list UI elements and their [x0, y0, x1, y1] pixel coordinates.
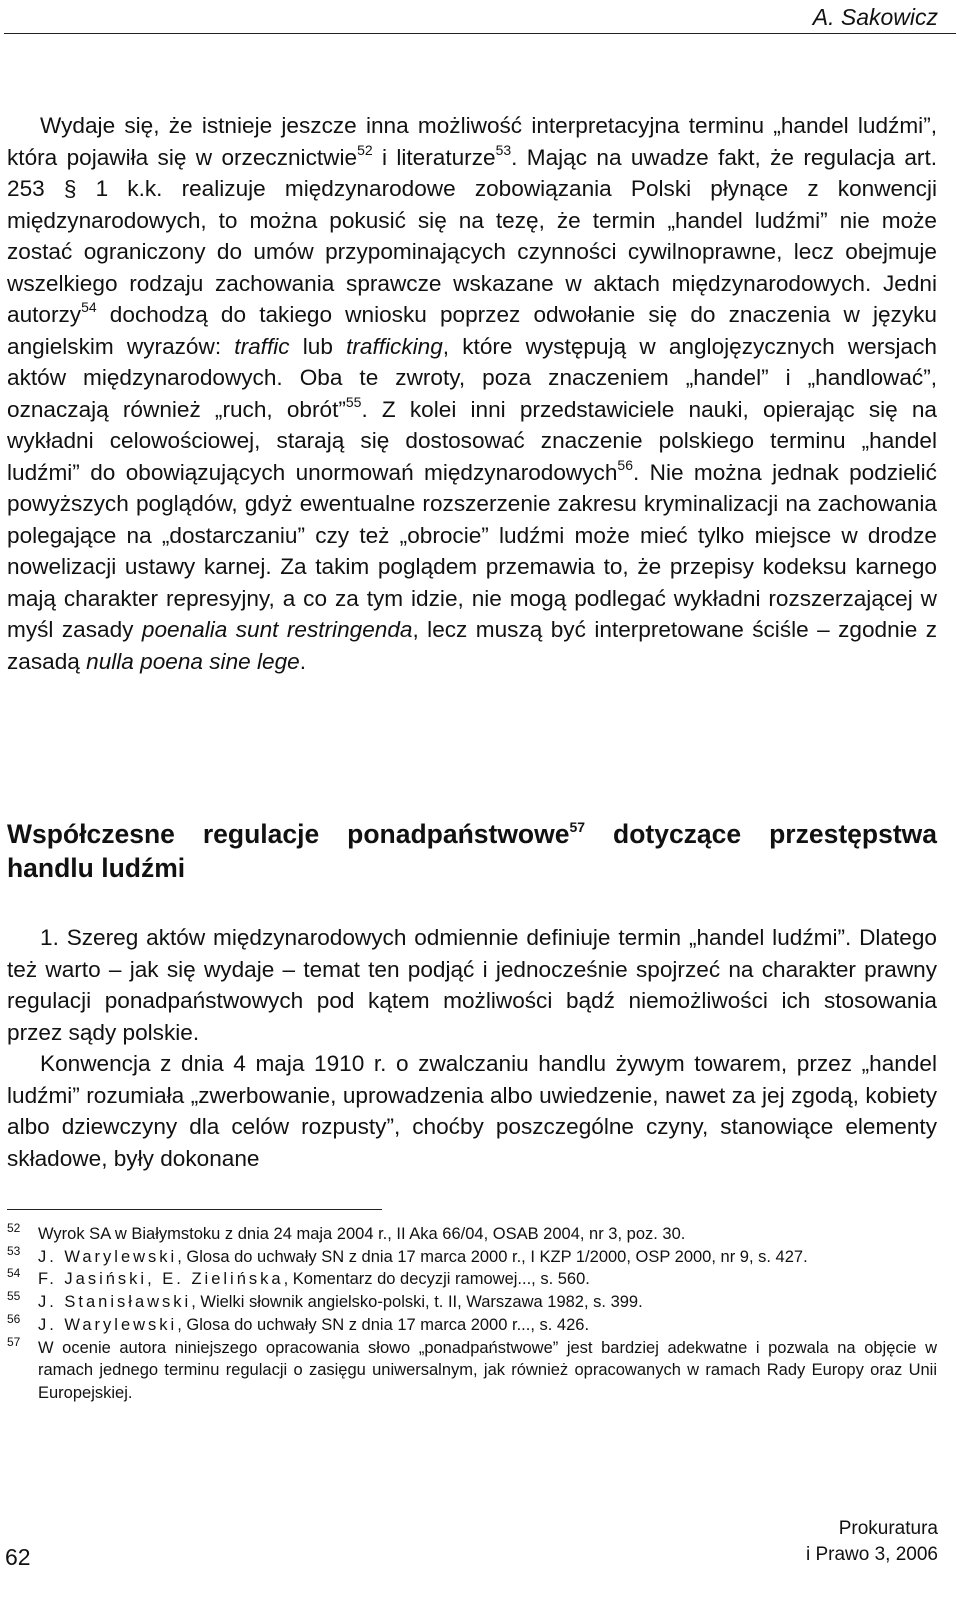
paragraph-convention-1910: Konwencja z dnia 4 maja 1910 r. o zwalczaniu handlu żywym towarem, przez „handel ludźmi” rozumiała „zwerbowanie, uprowadzenia albo uwiedzenie, nawet za jej zgodą, kobiety albo dziewczyny dla celów rozpusty”, choćby poszczególne czyny, stanowiące elementy składowe, były dokonane	[7, 1051, 937, 1171]
header-divider	[4, 33, 956, 34]
footnotes-list	[7, 1223, 937, 1405]
journal-issue: i Prawo 3, 2006	[805, 1544, 938, 1565]
footnote-divider	[7, 1209, 382, 1210]
main-paragraph-block	[7, 110, 937, 677]
footnote-53: 53 J. Warylewski, Glosa do uchwały SN z dnia 17 marca 2000 r., I KZP 1/2000, OSP 2000, nr 9, s. 427.	[7, 1246, 937, 1269]
paragraph-acts-definitions: 1. Szereg aktów międzynarodowych odmiennie definiuje termin „handel ludźmi”. Dlatego też warto – jak się wydaje – temat ten podjąć i jednocześnie spojrzeć na charakter prawny regulacji ponadpaństwowych pod kątem możliwości bądź niemożliwości ich stosowania przez sądy polskie.	[7, 925, 937, 1045]
footnote-56: 56 J. Warylewski, Glosa do uchwały SN z dnia 17 marca 2000 r..., s. 426.	[7, 1314, 937, 1337]
footnote-ref-54: 54	[81, 299, 97, 316]
footnote-number: 52	[7, 1221, 21, 1235]
running-header-author: A. Sakowicz	[812, 4, 938, 30]
footnote-number: 56	[7, 1311, 21, 1326]
journal-title: Prokuratura	[838, 1518, 938, 1539]
footnote-52: 52 Wyrok SA w Białymstoku z dnia 24 maja 2004 r., II Aka 66/04, OSAB 2004, nr 3, poz. 30.	[7, 1223, 937, 1246]
footnote-number: 53	[7, 1243, 21, 1258]
footnote-number: 54	[7, 1266, 21, 1281]
footnote-number: 57	[7, 1334, 21, 1349]
footnote-57: 57 W ocenie autora niniejszego opracowania słowo „ponadpaństwowe” jest bardziej adekwatne i pozwala na objęcie w ramach jednego terminu regulacji o zasięgu uniwersalnym, jak również opracowanych w ramach Rady Europy oraz Unii Europejskiej.	[7, 1337, 937, 1405]
footnote-number: 55	[7, 1289, 21, 1304]
footnote-55: 55 J. Stanisławski, Wielki słownik angielsko-polski, t. II, Warszawa 1982, s. 399.	[7, 1291, 937, 1314]
footnote-ref-52: 52	[357, 141, 373, 158]
section-body	[7, 922, 937, 1174]
footnote-ref-55: 55	[345, 393, 362, 410]
paragraph-interpretation: Wydaje się, że istnieje jeszcze inna możliwość interpretacyjna terminu „handel ludźmi”, która pojawiła się w orzecznictwie$^{52}$ i literaturze$^{53}$. Mając na uwadze fakt, że regulacja art. 253 § 1 k.k. realizuje międzynarodowe zobowiązania Polski płynące z konwencji międzynarodowych, to można pokusić się na tezę, że termin „handel ludźmi” nie może zostać ograniczony do umów przypominających czynności cywilnoprawne, lecz obejmuje wszelkiego rodzaju zachowania sprawcze wskazane w aktach międzynarodowych. Jedni autorzy$^{54}$ dochodzą do takiego wniosku poprzez odwołanie się do znaczenia w języku angielskim wyrazów: traffic lub trafficking, które występują w anglojęzycznych wersjach aktów międzynarodowych. Oba te zwroty, poza znaczeniem „handel” i „handlować”, oznaczają również „ruch, obrót”$^{55}$. Z kolei inni przedstawiciele nauki, opierając się na wykładni celowościowej, starają się dostosować znaczenie polskiego terminu „handel ludźmi” do obowiązujących unormowań międzynarodowych$^{56}$. Nie można jednak podzielić powyższych poglądów, gdyż ewentualne rozszerzenie zakresu kryminalizacji na zachowania polegające na „dostarczaniu” czy też „obrocie” ludźmi może mieć tylko miejsce w drodze nowelizacji ustawy karnej. Za takim poglądem przemawia to, że przepisy kodeksu karnego mają charakter represyjny, a co za tym idzie, nie mogą podlegać wykładni rozszerzającej w myśl zasady poenalia sunt restringenda, lecz muszą być interpretowane ściśle – zgodnie z zasadą nulla poena sine lege.	[7, 113, 938, 674]
footnote-ref-57: 57	[569, 819, 586, 836]
footnote-54: 54 F. Jasiński, E. Zielińska, Komentarz do decyzji ramowej..., s. 560.	[7, 1268, 937, 1291]
page-number: 62	[5, 1544, 31, 1570]
footnote-ref-56: 56	[617, 456, 633, 473]
section-heading: Współczesne regulacje ponadpaństwowe$^{57}$ dotyczące przestępstwa handlu ludźmi	[7, 819, 937, 883]
footnote-ref-53: 53	[495, 141, 512, 158]
journal-name	[806, 1516, 938, 1568]
